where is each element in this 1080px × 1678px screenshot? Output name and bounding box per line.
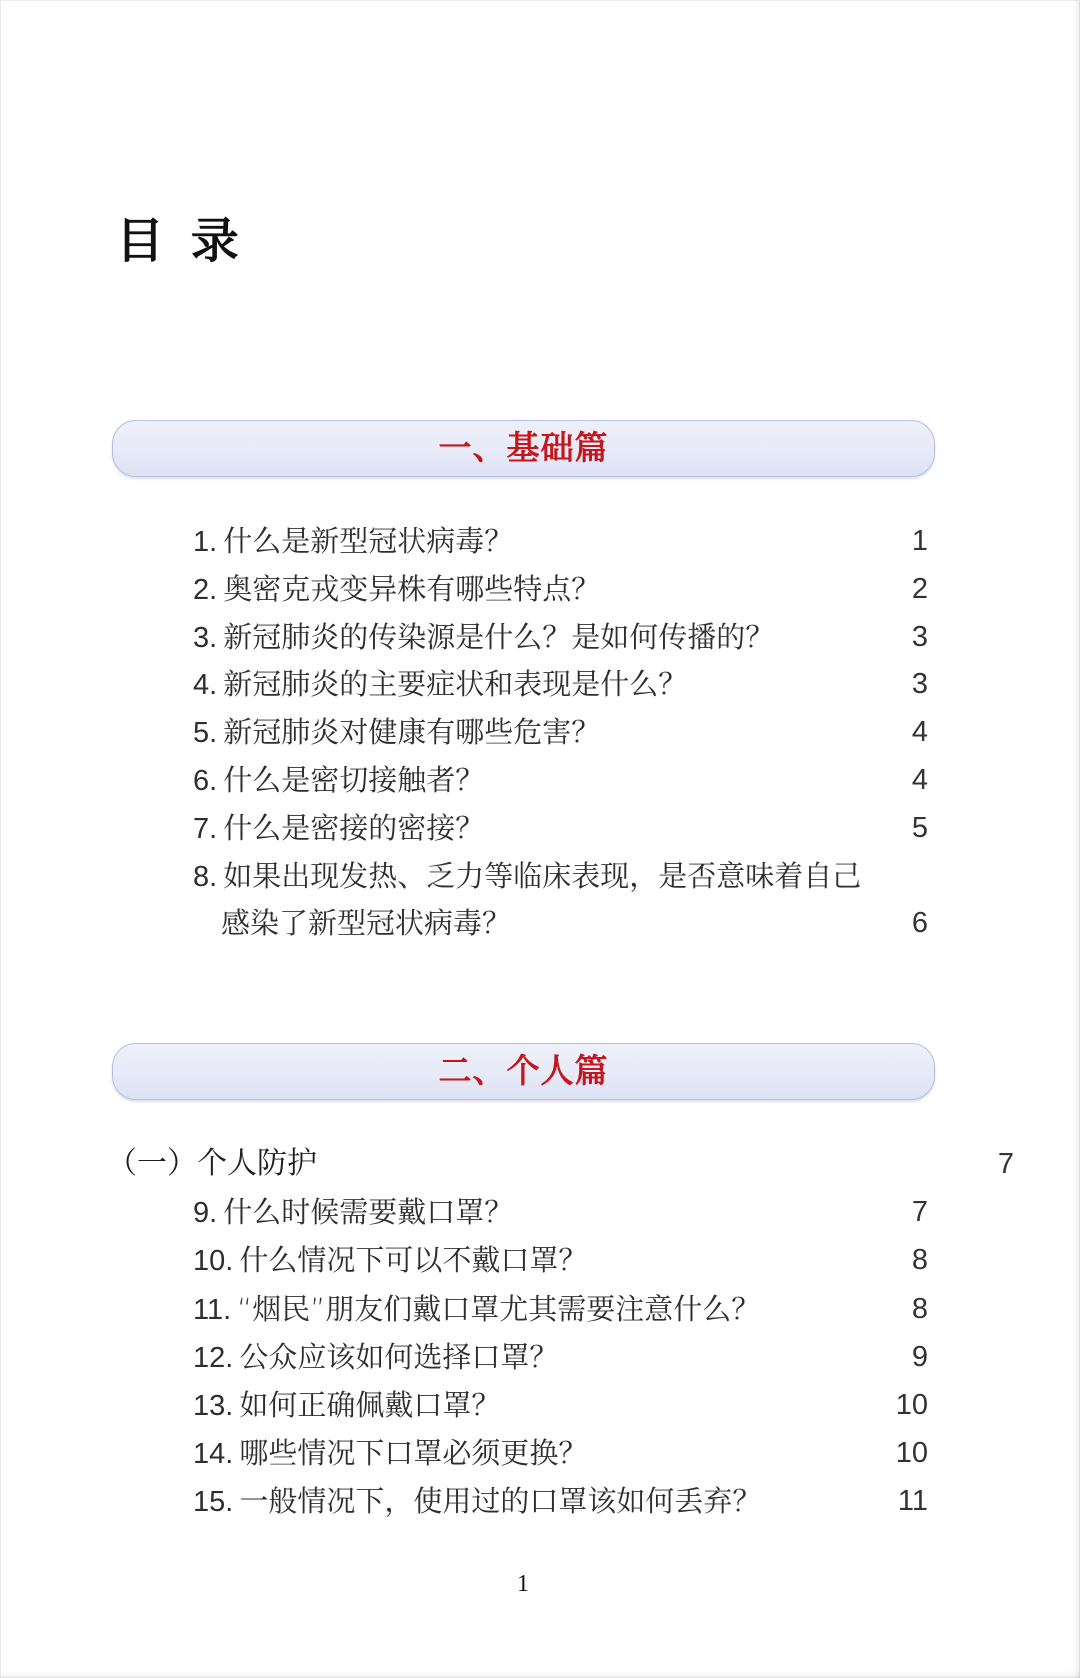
toc-entry-title: 什么时候需要戴口罩？ xyxy=(223,1195,514,1230)
toc-entry xyxy=(193,566,928,614)
toc-entry-page: 10 xyxy=(895,1437,928,1470)
toc-entry-number: 1. xyxy=(193,526,218,558)
toc-entry-number: 9. xyxy=(193,1197,218,1230)
toc-entry-title: 如果出现发热、乏力等临床表现，是否意味着自己 xyxy=(223,858,862,893)
toc-entry-page: 11 xyxy=(897,1485,928,1518)
toc-entry-page: 4 xyxy=(911,763,928,796)
toc-entry-page: 3 xyxy=(911,620,928,653)
toc-entry xyxy=(193,1429,928,1477)
section-banner-personal xyxy=(112,1043,935,1100)
toc-entry-title: 什么是密切接触者？ xyxy=(223,762,485,797)
section-heading: 一、基础篇 xyxy=(438,428,609,467)
toc-entry-title: 什么情况下可以不戴口罩？ xyxy=(239,1243,588,1278)
toc-entry-page: 5 xyxy=(911,811,928,844)
toc-entry-page: 6 xyxy=(911,907,928,940)
toc-entry xyxy=(193,1236,928,1284)
toc-entry-number: 12. xyxy=(193,1341,234,1374)
toc-entry xyxy=(193,709,928,757)
toc-entry-title: 一般情况下，使用过的口罩该如何丢弃？ xyxy=(239,1484,762,1519)
toc-entry-title: 哪些情况下口罩必须更换？ xyxy=(239,1436,588,1471)
toc-entry-title: 新冠肺炎的传染源是什么？是如何传播的？ xyxy=(223,619,775,654)
toc-entry-page: 4 xyxy=(911,716,928,749)
toc-entry-number: 4. xyxy=(193,669,218,702)
toc-entry-page: 9 xyxy=(911,1340,928,1373)
toc-entry-page: 7 xyxy=(911,1196,928,1229)
toc-entry-number: 13. xyxy=(193,1389,234,1422)
toc-entry-title: 公众应该如何选择口罩？ xyxy=(239,1339,559,1374)
toc-entry xyxy=(193,757,928,805)
toc-subsection-title: （一）个人防护 xyxy=(107,1146,317,1181)
toc-entry xyxy=(193,1188,928,1236)
toc-entry-title: 新冠肺炎的主要症状和表现是什么？ xyxy=(223,667,688,702)
toc-list-basics xyxy=(193,518,928,948)
toc-entry-number: 11. xyxy=(193,1293,232,1326)
toc-entry-page: 3 xyxy=(911,668,928,701)
toc-entry-number: 7. xyxy=(193,812,218,845)
toc-entry-title: 如何正确佩戴口罩？ xyxy=(239,1387,501,1422)
toc-entry-title-line2: 感染了新型冠状病毒？ xyxy=(221,906,512,941)
toc-entry-title: “烟民”朋友们戴口罩尤其需要注意什么？ xyxy=(237,1291,761,1326)
toc-entry xyxy=(193,1285,928,1333)
toc-entry-page: 8 xyxy=(911,1244,928,1277)
toc-entry-title: 什么是新型冠状病毒？ xyxy=(223,524,514,558)
section-heading: 二、个人篇 xyxy=(438,1051,609,1090)
toc-entry-number: 5. xyxy=(193,717,218,750)
toc-entry-number: 2. xyxy=(193,573,218,606)
toc-entry xyxy=(193,1477,928,1525)
toc-entry-page: 10 xyxy=(895,1388,928,1421)
toc-entry xyxy=(193,614,928,662)
toc-entry-title: 什么是密接的密接？ xyxy=(223,810,485,845)
toc-entry-page: 1 xyxy=(911,525,928,557)
toc-entry-number: 6. xyxy=(193,764,218,797)
toc-entry-number: 10. xyxy=(193,1245,234,1278)
toc-subsection xyxy=(107,1140,1014,1188)
toc-entry-number: 14. xyxy=(193,1438,234,1471)
section-banner-basics xyxy=(112,420,935,477)
toc-entry-page: 2 xyxy=(911,572,928,605)
toc-entry-page: 8 xyxy=(911,1292,928,1325)
toc-entry-number: 8. xyxy=(193,860,218,893)
toc-entry xyxy=(193,518,928,566)
toc-entry xyxy=(193,1333,928,1381)
toc-entry xyxy=(193,1381,928,1429)
toc-subsection-page: 7 xyxy=(997,1148,1014,1180)
toc-entry xyxy=(193,661,928,709)
toc-entry-title: 奥密克戎变异株有哪些特点？ xyxy=(223,571,601,606)
toc-entry-number: 3. xyxy=(193,621,218,654)
page-title: 目 录 xyxy=(116,213,244,269)
toc-entry-title: 新冠肺炎对健康有哪些危害？ xyxy=(223,715,601,750)
toc-list-personal xyxy=(107,1140,1014,1526)
page-number-footer: 1 xyxy=(517,1571,529,1597)
toc-entry-number: 15. xyxy=(193,1486,234,1519)
toc-entry-continuation xyxy=(193,900,928,948)
toc-entry xyxy=(193,853,928,901)
toc-entry xyxy=(193,805,928,853)
